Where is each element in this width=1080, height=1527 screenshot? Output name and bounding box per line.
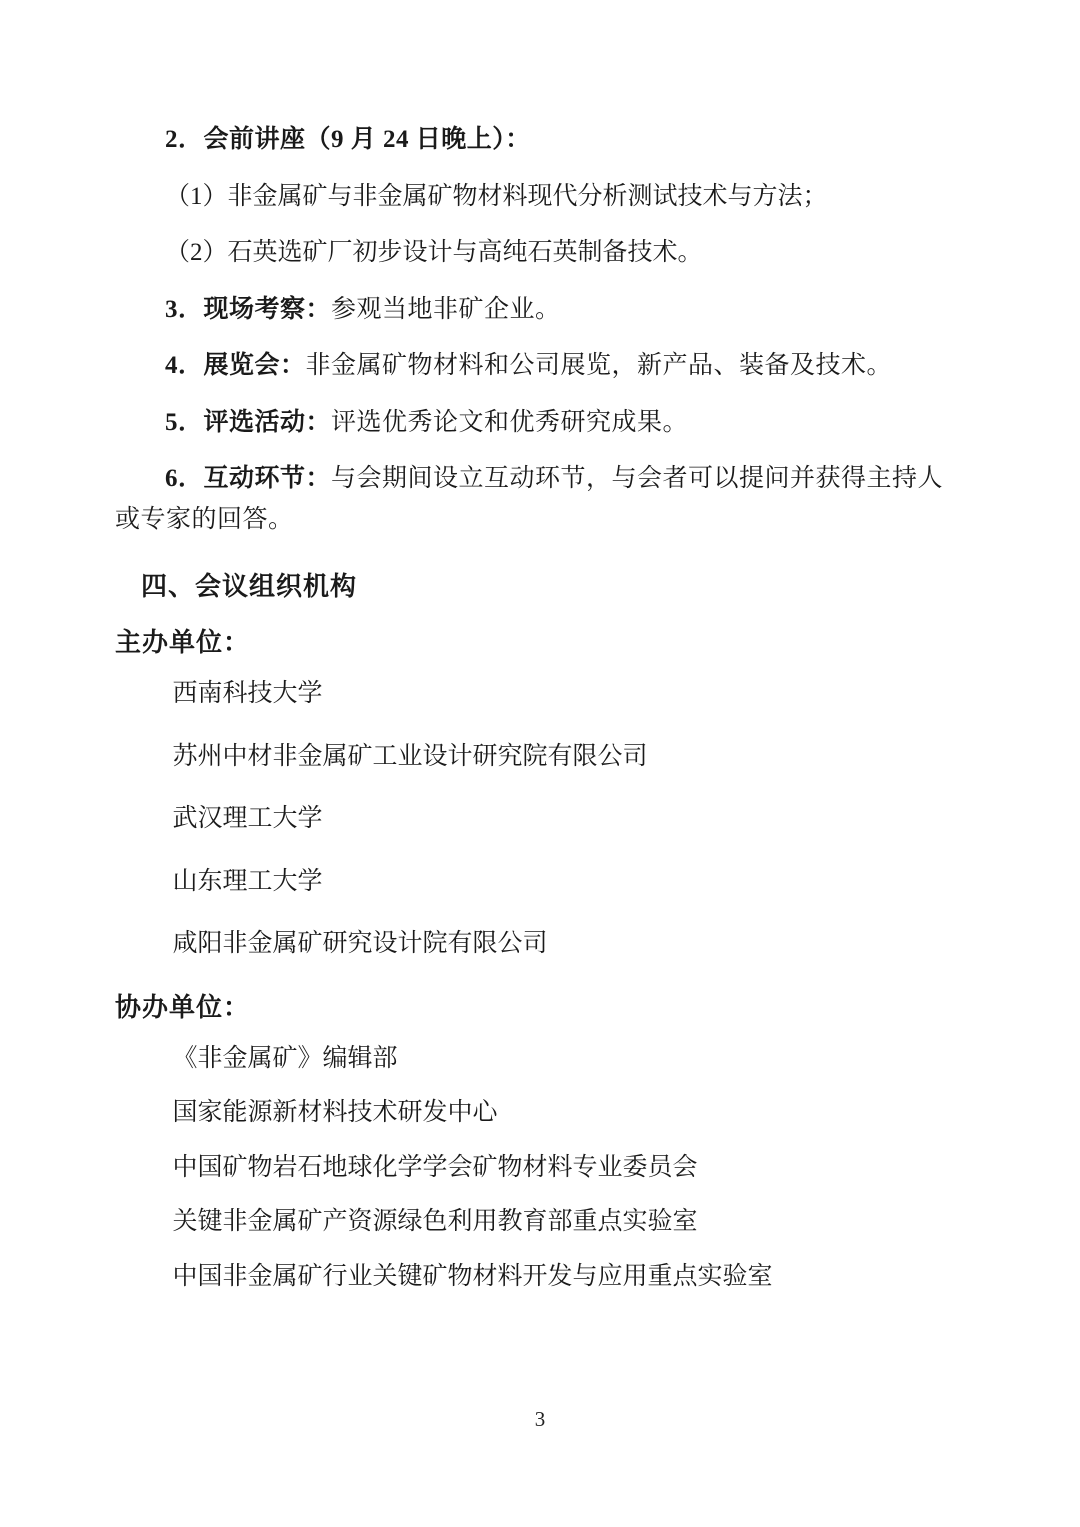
list-item: 《非金属矿》编辑部 xyxy=(172,1044,398,1072)
list-item-label: 3．现场考察： xyxy=(165,295,332,323)
list-item-desc: 非金属矿物材料和公司展览，新产品、装备及技术。 xyxy=(305,352,893,379)
list-item-label: 5．评选活动： xyxy=(165,408,332,436)
list-item: 苏州中材非金属矿工业设计研究院有限公司 xyxy=(172,742,648,770)
list-item: 中国矿物岩石地球化学学会矿物材料专业委员会 xyxy=(172,1153,698,1181)
list-item-label: （2）石英选矿厂初步设计与高纯石英制备技术。 xyxy=(165,239,703,266)
list-item-label: 6．互动环节： xyxy=(165,465,332,492)
list-item-interaction xyxy=(115,459,965,540)
subheading-coorganizer-units: 协办单位： xyxy=(115,992,251,1022)
subheading-host-units: 主办单位： xyxy=(115,628,251,658)
list-item: 武汉理工大学 xyxy=(172,805,323,833)
list-item-label: 2．会前讲座（9 月 24 日晚上）： xyxy=(165,126,531,153)
list-item: 咸阳非金属矿研究设计院有限公司 xyxy=(172,930,548,958)
list-item-desc: 参观当地非矿企业。 xyxy=(331,295,561,323)
list-item: 山东理工大学 xyxy=(172,867,323,895)
list-item: 中国非金属矿行业关键矿物材料开发与应用重点实验室 xyxy=(172,1262,773,1290)
list-item: 国家能源新材料技术研发中心 xyxy=(172,1099,498,1127)
list-item: 西南科技大学 xyxy=(172,680,323,708)
page-number: 3 xyxy=(534,1407,546,1431)
list-item-desc: 评选优秀论文和优秀研究成果。 xyxy=(331,408,689,436)
section-heading-organization: 四、会议组织机构 xyxy=(141,572,358,601)
list-item-lecture-heading xyxy=(115,120,965,161)
document-body xyxy=(115,120,965,1297)
list-item-lecture-2 xyxy=(115,233,965,274)
coorganizer-units-list xyxy=(115,1039,965,1298)
list-item-awards xyxy=(115,403,965,444)
list-item-desc: 与会期间设立互动环节，与会者可以提问并获得主持人或专家的回答。 xyxy=(115,465,944,533)
list-item: 关键非金属矿产资源绿色利用教育部重点实验室 xyxy=(172,1208,698,1236)
list-item-label: 4．展览会： xyxy=(165,352,306,379)
list-item-lecture-1 xyxy=(115,177,965,218)
list-item-site-visit xyxy=(115,290,965,331)
host-units-list xyxy=(115,674,965,965)
list-item-label: （1）非金属矿与非金属矿物材料现代分析测试技术与方法； xyxy=(165,182,828,210)
list-item-exhibition xyxy=(115,346,965,387)
